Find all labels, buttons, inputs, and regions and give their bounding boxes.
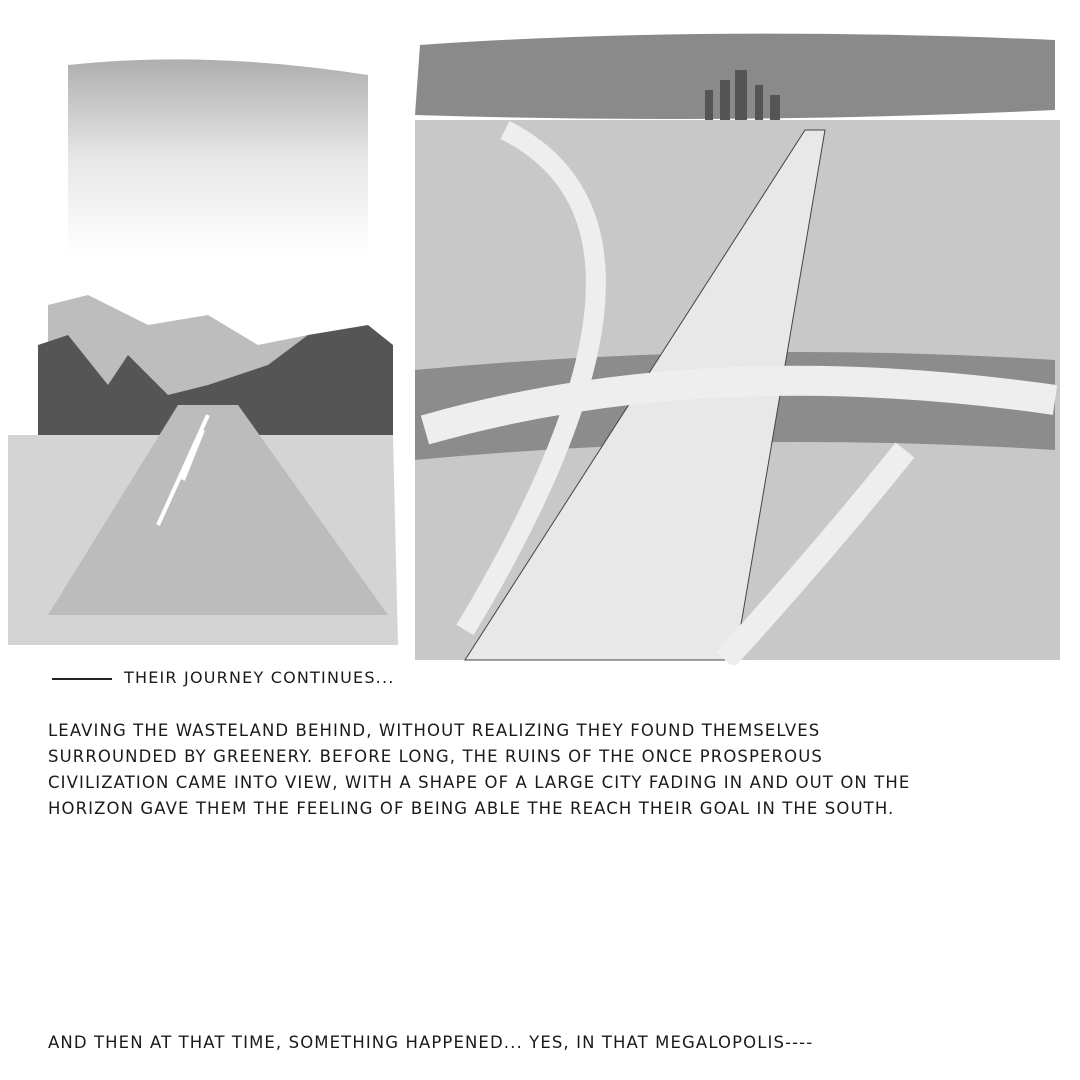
interchange-city-illustration [405,30,1070,665]
narration-line: HORIZON GAVE THEM THE FEELING OF BEING ABLE THE REACH THEIR GOAL IN THE SOUTH. [48,799,895,818]
narration-line: LEAVING THE WASTELAND BEHIND, WITHOUT REALIZING THEY FOUND THEMSELVES [48,721,821,740]
caption [52,668,395,687]
dash-rule [52,678,112,680]
narration-paragraph-1 [48,718,910,822]
narration-line: SURROUNDED BY GREENERY. BEFORE LONG, THE RUINS OF THE ONCE PROSPEROUS [48,747,823,766]
narration-line: CIVILIZATION CAME INTO VIEW, WITH A SHAPE OF A LARGE CITY FADING IN AND OUT ON THE [48,773,911,792]
highway-mountain-illustration [8,55,398,645]
narration-line: AND THEN AT THAT TIME, SOMETHING HAPPENED... YES, IN THAT MEGALOPOLIS---- [48,1033,814,1052]
narration-paragraph-2 [48,1030,813,1056]
caption-text: THEIR JOURNEY CONTINUES... [124,668,395,687]
